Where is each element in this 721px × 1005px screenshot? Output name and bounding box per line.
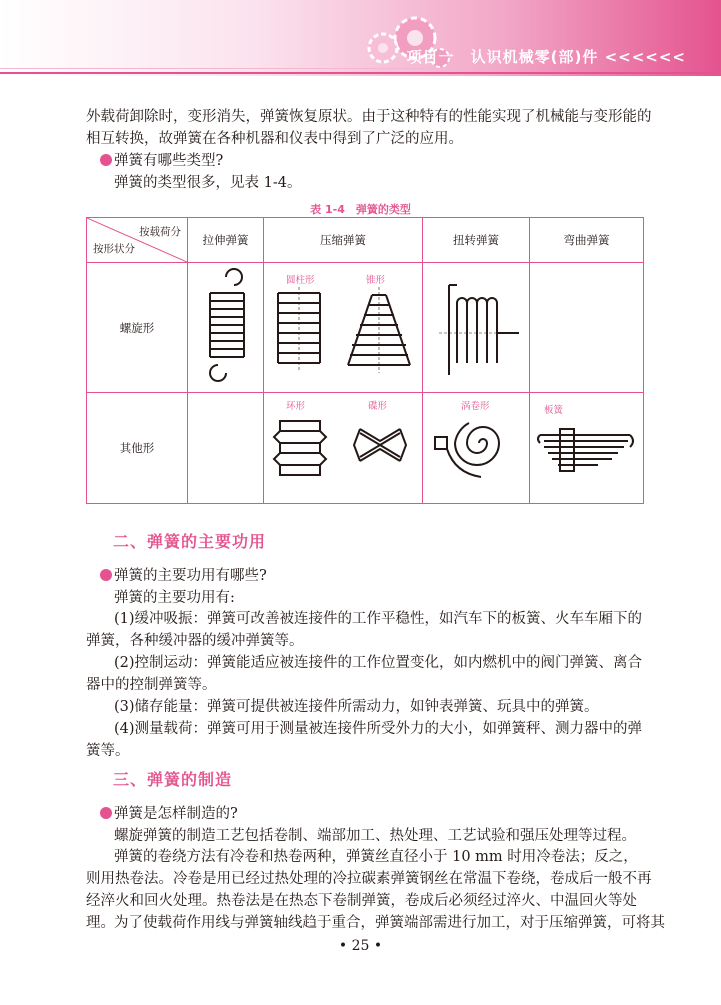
list-item-energy: (3)储存能量：弹簧可提供被连接件所需动力，如钟表弹簧、玩具中的弹簧。 bbox=[114, 699, 599, 715]
bullet-dot-icon bbox=[100, 154, 112, 166]
label-leaf: 板簧 bbox=[544, 405, 564, 416]
scroll-spring-icon bbox=[423, 393, 529, 500]
table-caption: 表 1-4 弹簧的类型 bbox=[310, 203, 411, 216]
cell-compression-helical bbox=[264, 263, 423, 393]
question-manufacturing bbox=[100, 803, 238, 825]
ring-disc-spring-icon bbox=[264, 393, 422, 500]
cell-tension-helical bbox=[188, 263, 264, 393]
paragraph-end-processing: 为了使载荷作用线与弹簧轴线趋于重合，弹簧端部需进行加工，对于压缩弹簧，可将其 bbox=[114, 915, 665, 931]
cell-tension-other bbox=[188, 393, 264, 504]
label-conical: 锥形 bbox=[366, 275, 386, 286]
cell-torsion-helical bbox=[423, 263, 530, 393]
table-corner-cell bbox=[87, 218, 188, 263]
list-item-measuring: (4)测量载荷：弹簧可用于测量被连接件所受外力的大小，如弹簧秤、测力器中的弹簧等。 bbox=[86, 721, 643, 759]
label-cylindrical: 圆柱形 bbox=[286, 275, 315, 286]
cell-torsion-other bbox=[423, 393, 530, 504]
column-header-compression: 压缩弹簧 bbox=[264, 218, 423, 263]
compression-spring-icon bbox=[264, 263, 422, 389]
section-heading-functions: 二、弹簧的主要功用 bbox=[113, 532, 267, 551]
label-scroll: 涡卷形 bbox=[461, 401, 490, 412]
paragraph-functions-intro: 弹簧的主要功用有: bbox=[114, 590, 235, 606]
leaf-spring-icon bbox=[530, 393, 643, 500]
section-heading-manufacturing: 三、弹簧的制造 bbox=[113, 770, 233, 789]
question-types bbox=[100, 150, 223, 172]
row-header-helical: 螺旋形 bbox=[87, 263, 188, 393]
chapter-title: 项目一 认识机械零(部)件 <<<<<< bbox=[406, 48, 686, 66]
column-header-tension: 拉伸弹簧 bbox=[188, 218, 264, 263]
corner-bottom-label: 按形状分 bbox=[93, 243, 135, 255]
cell-bending-helical bbox=[530, 263, 644, 393]
question-functions bbox=[100, 565, 267, 587]
tension-spring-icon bbox=[188, 263, 263, 389]
paragraph-process: 螺旋弹簧的制造工艺包括卷制、端部加工、热处理、工艺试验和强压处理等过程。 bbox=[114, 828, 636, 844]
column-header-bending: 弯曲弹簧 bbox=[530, 218, 644, 263]
list-item-control: (2)控制运动：弹簧能适应被连接件的工作位置变化，如内燃机中的阀门弹簧、离合器中的控制弹簧等。 bbox=[86, 655, 643, 693]
paragraph-intro: 外载荷卸除时，变形消失，弹簧恢复原状。由于这种特有的性能实现了机械能与变形能的相互转换，故弹簧在各种机器和仪表中得到了广泛的应用。 bbox=[86, 109, 652, 147]
corner-top-label: 按载荷分 bbox=[139, 226, 181, 238]
paragraph-coiling: 弹簧的卷绕方法有冷卷和热卷两种，弹簧丝直径小于 10 mm 时用冷卷法；反之，则用热卷法。冷卷是用已经过热处理的冷拉碳素弹簧钢丝在常温下卷绕，卷成后一般不再经淬火和回火处理。热卷法是在热态下卷制弹簧，卷成后必须经过淬火、中温回火等处理。 bbox=[86, 849, 652, 931]
header-thin-rule bbox=[0, 68, 460, 69]
label-disc: 碟形 bbox=[368, 401, 388, 412]
question-text: 弹簧的主要功用有哪些? bbox=[114, 568, 267, 584]
spring-types-table bbox=[86, 217, 644, 504]
bullet-dot-icon bbox=[100, 807, 112, 819]
question-text: 弹簧有哪些类型? bbox=[114, 153, 224, 169]
page-header bbox=[0, 0, 721, 76]
question-text: 弹簧是怎样制造的? bbox=[114, 806, 238, 822]
column-header-torsion: 扭转弹簧 bbox=[423, 218, 530, 263]
torsion-spring-icon bbox=[423, 263, 529, 389]
bullet-dot-icon bbox=[100, 569, 112, 581]
page-number: • 25 • bbox=[338, 938, 383, 954]
paragraph-see-table: 弹簧的类型很多，见表 1-4。 bbox=[114, 175, 302, 191]
list-item-cushioning: (1)缓冲吸振：弹簧可改善被连接件的工作平稳性，如汽车下的板簧、火车车厢下的弹簧，各种缓冲器的缓冲弹簧等。 bbox=[86, 611, 643, 649]
header-rule bbox=[0, 72, 721, 74]
label-ring: 环形 bbox=[286, 401, 306, 412]
row-header-other: 其他形 bbox=[87, 393, 188, 504]
cell-compression-other bbox=[264, 393, 423, 504]
cell-bending-other bbox=[530, 393, 644, 504]
